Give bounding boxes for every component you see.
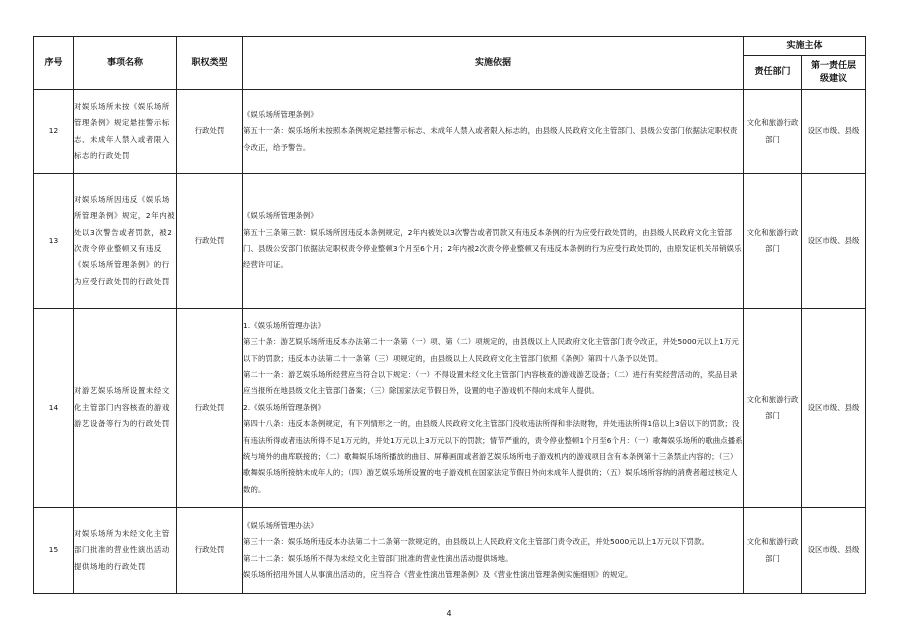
row-number: 14 — [34, 309, 74, 508]
basis-paragraph: 第三十条：游艺娱乐场所违反本办法第二十一条第（一）项、第（二）项规定的，由县级以上人民政府文化主管部门责令改正，并处5000元以上1万元以下的罚款；违反本办法第二十一条第（三）项规定的，由县级以上人民政府文化主管部门依照《条例》第四十八条予以处罚。 — [243, 337, 739, 363]
basis-paragraph: 第二十二条：娱乐场所不得为未经文化主管部门批准的营业性演出活动提供场地。 — [243, 553, 513, 563]
basis-cell — [243, 174, 744, 309]
header-level-line1: 第一责任层 — [811, 60, 857, 71]
header-level-line2: 级建议 — [820, 73, 848, 84]
basis-cell — [243, 90, 744, 174]
basis-paragraph: 第四十八条：违反本条例规定，有下列情形之一的，由县级人民政府文化主管部门没收违法所得和非法财物，并处违法所得1倍以上3倍以下的罚款；没有违法所得或者违法所得不足1万元的，并处1万元以上3万元以下的罚款；情节严重的，责令停业整顿1个月至6个月：（一）歌舞娱乐场所的歌曲点播系统与境外的曲库联接的；（二）歌舞娱乐场所播放的曲目、屏幕画面或者游艺娱乐场所电子游戏机内的游戏项目含有本条例第十三条禁止内容的；（三）歌舞娱乐场所接纳未成年人的；（四）游艺娱乐场所设置的电子游戏机在国家法定节假日外向未成年人提供的；（五）娱乐场所容纳的消费者超过核定人数的。 — [243, 419, 743, 494]
basis-paragraph: 娱乐场所招用外国人从事演出活动的，应当符合《营业性演出管理条例》及《营业性演出管理条例实施细则》的规定。 — [243, 569, 633, 579]
row-number: 13 — [34, 174, 74, 309]
header-level — [802, 56, 866, 90]
basis-paragraph: 第二十一条：游艺娱乐场所经营应当符合以下规定：（一）不得设置未经文化主管部门内容核查的游戏游艺设备；（二）进行有奖经营活动的，奖品目录应当报所在地县级文化主管部门备案；（三）除国家法定节假日外，设置的电子游戏机不得向未成年人提供。 — [243, 369, 738, 396]
level-suggestion: 设区市级、县级 — [802, 309, 866, 508]
authority-type: 行政处罚 — [177, 174, 243, 309]
responsible-dept: 文化和旅游行政部门 — [744, 90, 802, 174]
authority-type: 行政处罚 — [177, 90, 243, 174]
page-number: 4 — [446, 609, 452, 618]
header-authority-type: 职权类型 — [177, 37, 243, 90]
table-row — [34, 508, 866, 594]
basis-paragraph: 《娱乐场所管理办法》 — [243, 520, 318, 530]
table-row — [34, 309, 866, 508]
level-suggestion: 设区市级、县级 — [802, 508, 866, 594]
table-row — [34, 90, 866, 174]
basis-paragraph: 《娱乐场所管理条例》 — [243, 109, 318, 119]
item-name: 对游艺娱乐场所设置未经文化主管部门内容核查的游戏游艺设备等行为的行政处罚 — [74, 309, 177, 508]
header-item-name: 事项名称 — [74, 37, 177, 90]
basis-paragraph: 《娱乐场所管理条例》 — [243, 211, 318, 221]
basis-cell — [243, 508, 744, 594]
level-suggestion: 设区市级、县级 — [802, 174, 866, 309]
basis-paragraph: 1.《娱乐场所管理办法》 — [243, 320, 326, 330]
basis-cell — [243, 309, 744, 508]
basis-paragraph: 第三十一条：娱乐场所违反本办法第二十二条第一款规定的，由县级以上人民政府文化主管部门责令改正，并处5000元以上1万元以下罚款。 — [243, 537, 709, 547]
responsible-dept: 文化和旅游行政部门 — [744, 508, 802, 594]
responsible-dept: 文化和旅游行政部门 — [744, 174, 802, 309]
authority-type: 行政处罚 — [177, 508, 243, 594]
header-basis: 实施依据 — [243, 37, 744, 90]
header-seq: 序号 — [34, 37, 74, 90]
item-name: 对娱乐场所因违反《娱乐场所管理条例》规定，2年内被处以3次警告或者罚款，被2次责令停业整顿又有违反《娱乐场所管理条例》的行为应受行政处罚的行政处罚 — [74, 174, 177, 309]
item-name: 对娱乐场所为未经文化主管部门批准的营业性演出活动提供场地的行政处罚 — [74, 508, 177, 594]
authority-type: 行政处罚 — [177, 309, 243, 508]
row-number: 12 — [34, 90, 74, 174]
responsible-dept: 文化和旅游行政部门 — [744, 309, 802, 508]
item-name: 对娱乐场所未按《娱乐场所管理条例》规定悬挂警示标志、未成年人禁入或者限入标志的行政处罚 — [74, 90, 177, 174]
basis-paragraph: 第五十一条：娱乐场所未按照本条例规定悬挂警示标志、未成年人禁入或者限入标志的，由县级人民政府文化主管部门、县级公安部门依据法定职权责令改正，给予警告。 — [243, 126, 738, 152]
authority-table — [33, 36, 866, 594]
table-row — [34, 174, 866, 309]
basis-paragraph: 第五十三条第三款：娱乐场所因违反本条例规定，2年内被处以3次警告或者罚款又有违反本条例的行为应受行政处罚的，由县级人民政府文化主管部门、县级公安部门依据法定职权责令停业整顿3个月至6个月；2年内被2次责令停业整顿又有违反本条例的行为应受行政处罚的，由原发证机关吊销娱乐经营许可证。 — [243, 227, 742, 270]
header-subject: 实施主体 — [744, 37, 866, 56]
level-suggestion: 设区市级、县级 — [802, 90, 866, 174]
basis-paragraph: 2.《娱乐场所管理条例》 — [243, 402, 326, 412]
header-responsible-dept: 责任部门 — [744, 56, 802, 90]
row-number: 15 — [34, 508, 74, 594]
